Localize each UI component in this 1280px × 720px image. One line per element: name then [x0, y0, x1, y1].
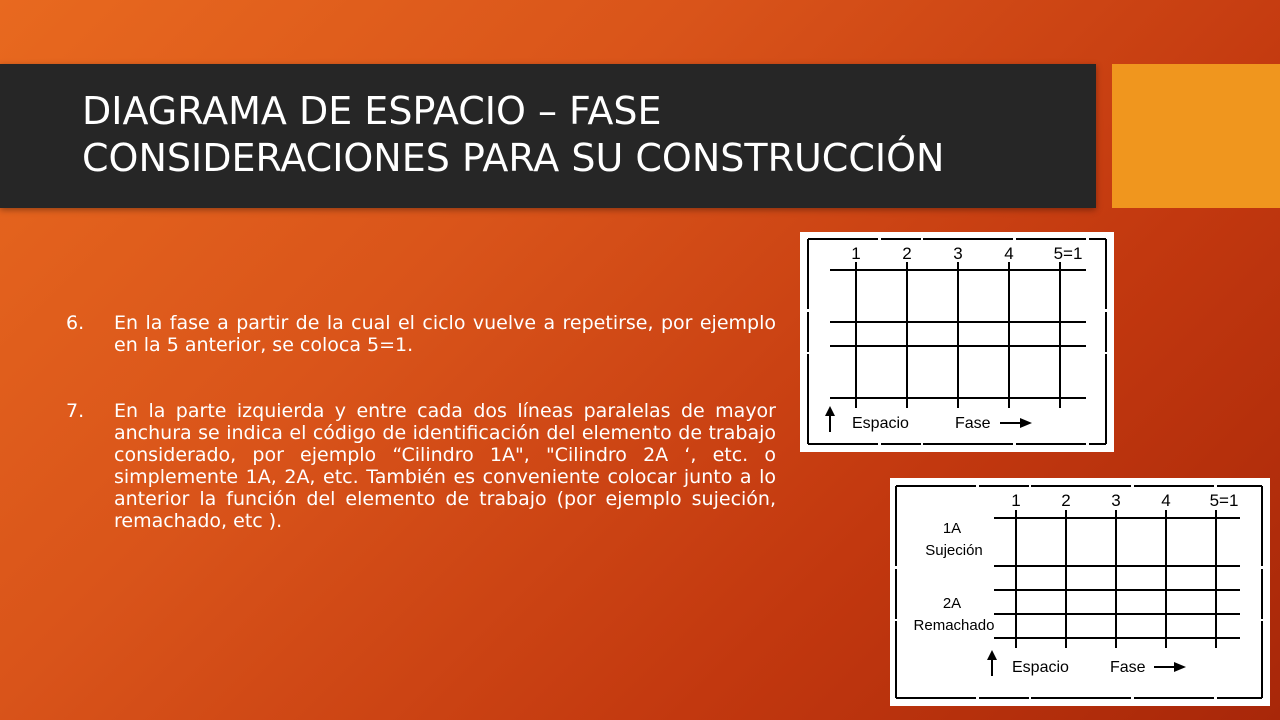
phase-label: 3: [1111, 491, 1121, 510]
list-item-text: En la parte izquierda y entre cada dos líneas paralelas de mayor anchura se indica el código de identificación del elemento de trabajo considerado, por ejemplo “Cilindro 1A", "Cilindro 2A ‘, etc. o simplemente 1A, 2A, etc. También es conveniente colocar junto a lo anterior la función del elemento de trabajo (por ejemplo sujeción, remachado, etc ).: [114, 400, 776, 532]
list-item-6: [66, 312, 776, 356]
phase-label: 5=1: [1053, 244, 1083, 263]
phase-label: 2: [902, 244, 912, 263]
list-item-number: 6.: [66, 312, 85, 334]
phase-label: 4: [1161, 491, 1171, 510]
slide-title-line-1: DIAGRAMA DE ESPACIO – FASE: [82, 89, 662, 133]
space-axis-label: Espacio: [852, 415, 909, 432]
phase-axis-label: Fase: [955, 415, 991, 432]
phase-label: 4: [1004, 244, 1014, 263]
row-function-label: Remachado: [913, 617, 995, 634]
space-phase-diagram-2: [890, 478, 1270, 706]
row-function-label: Sujeción: [925, 542, 983, 559]
phase-label: 3: [953, 244, 963, 263]
diagram-2-svg: [890, 478, 1270, 706]
list-item-number: 7.: [66, 400, 85, 422]
space-phase-diagram-1: [800, 232, 1114, 452]
phase-arrow-icon: [1000, 418, 1032, 428]
phase-label: 5=1: [1209, 491, 1239, 510]
space-arrow-icon: [825, 406, 835, 432]
phase-label: 1: [851, 244, 861, 263]
phase-label: 2: [1061, 491, 1071, 510]
phase-label: 1: [1011, 491, 1021, 510]
row-code-label: 2A: [942, 595, 962, 612]
numbered-list: [66, 312, 776, 532]
phase-axis-label: Fase: [1110, 659, 1146, 676]
slide-title-line-2: CONSIDERACIONES PARA SU CONSTRUCCIÓN: [82, 136, 945, 180]
phase-arrow-icon: [1154, 662, 1186, 672]
diagram-1-svg: [800, 232, 1114, 452]
list-item-text: En la fase a partir de la cual el ciclo vuelve a repetirse, por ejemplo en la 5 anterior, se coloca 5=1.: [114, 312, 776, 356]
accent-square: [1112, 64, 1280, 208]
row-code-label: 1A: [942, 520, 962, 537]
list-item-7: [66, 400, 776, 532]
space-arrow-icon: [987, 650, 997, 676]
title-bar: [0, 64, 1096, 208]
space-axis-label: Espacio: [1012, 659, 1069, 676]
slide-title: [82, 88, 944, 182]
